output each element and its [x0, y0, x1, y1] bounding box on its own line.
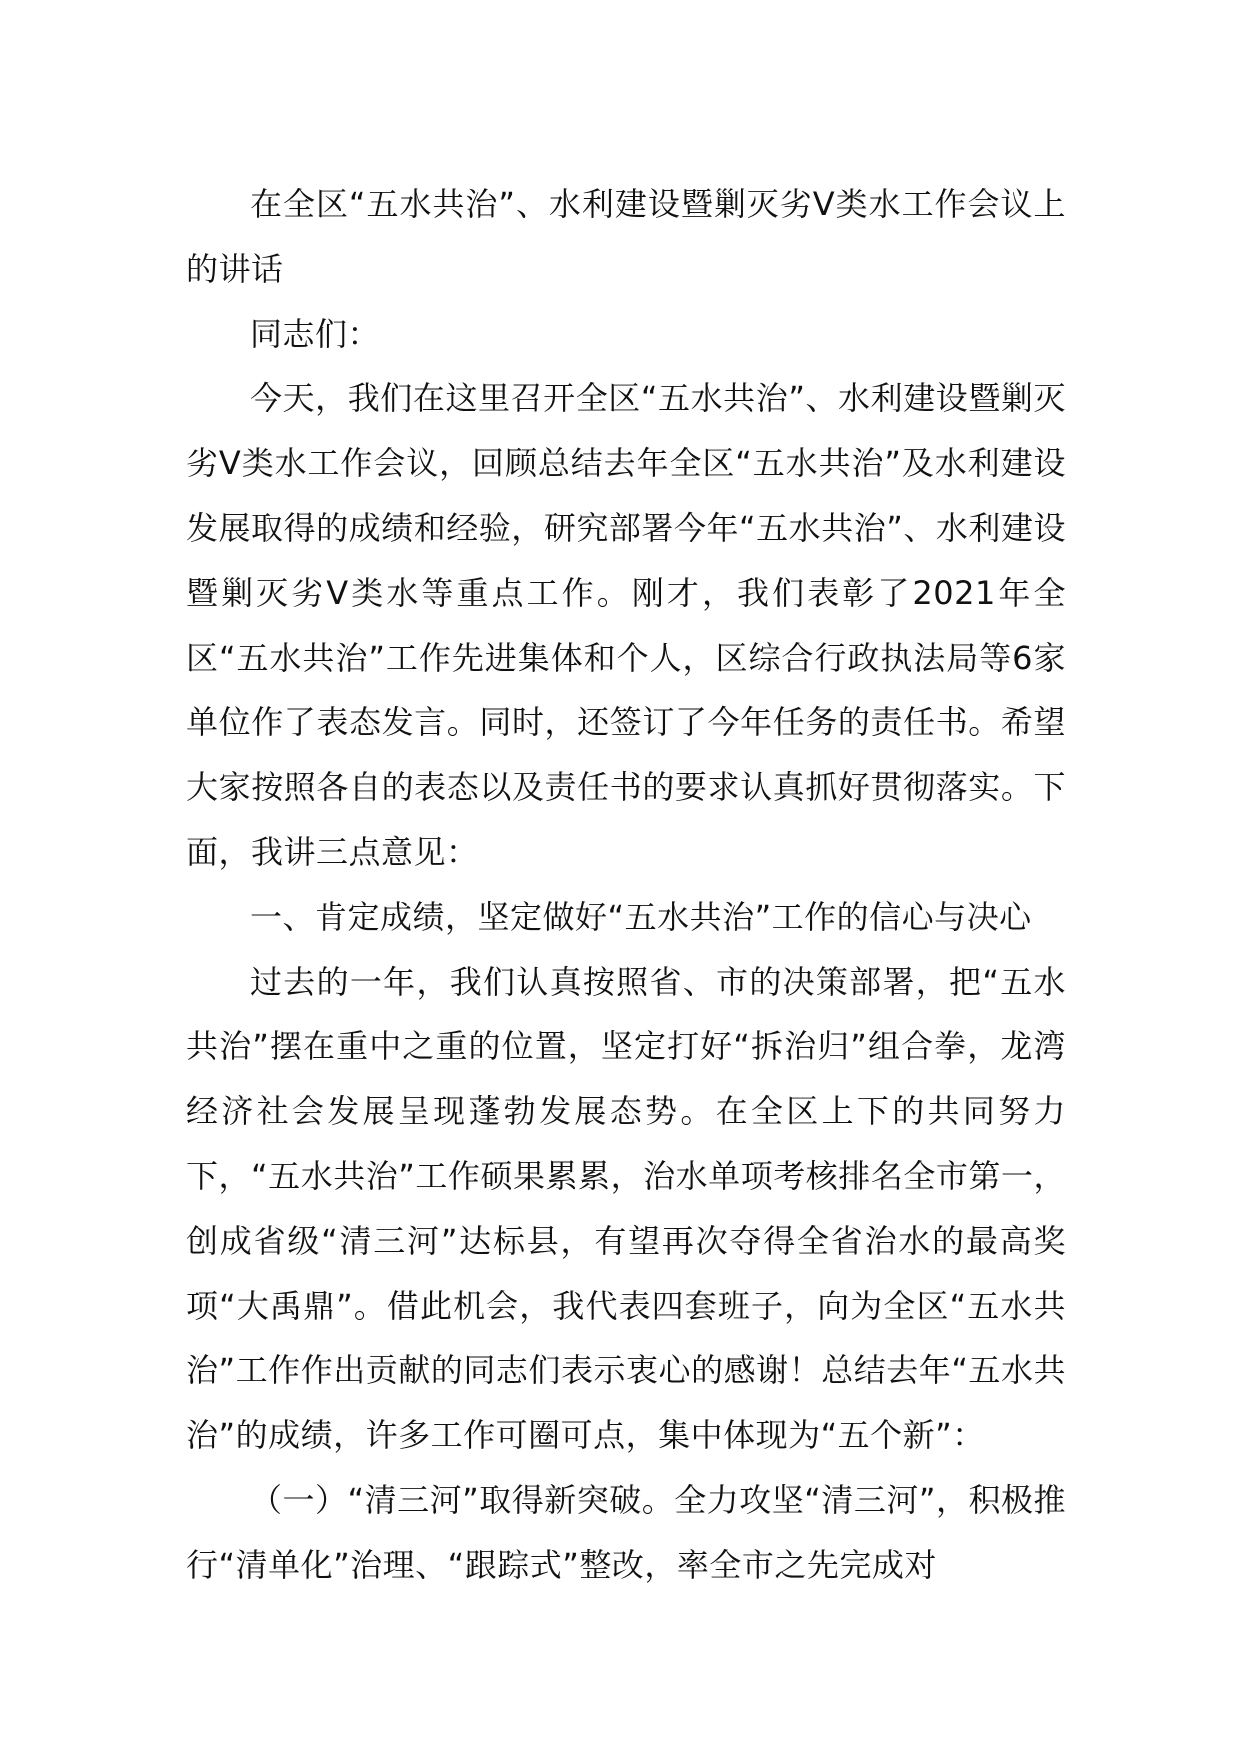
document-title: 在全区“五水共治”、水利建设暨剿灭劣Ⅴ类水工作会议上的讲话: [186, 185, 1066, 288]
paragraph-subsection-1: （一）“清三河”取得新突破。全力攻坚“清三河”，积极推行“清单化”治理、“跟踪式”整改，率全市之先完成对: [186, 1480, 1066, 1584]
paragraph-achievements: 过去的一年，我们认真按照省、市的决策部署，把“五水共治”摆在重中之重的位置，坚定打好“拆治归”组合拳，龙湾经济社会发展呈现蓬勃发展态势。在全区上下的共同努力下，“五水共治”工作硕果累累，治水单项考核排名全市第一，创成省级“清三河”达标县，有望再次夺得全省治水的最高奖项“大禹鼎”。借此机会，我代表四套班子，向为全区“五水共治”工作作出贡献的同志们表示衷心的感谢！总结去年“五水共治”的成绩，许多工作可圈可点，集中体现为“五个新”：: [186, 962, 1066, 1455]
document-body: [186, 172, 1066, 1598]
salutation: 同志们：: [250, 314, 381, 353]
paragraph-intro: 今天，我们在这里召开全区“五水共治”、水利建设暨剿灭劣Ⅴ类水工作会议，回顾总结去年全区“五水共治”及水利建设发展取得的成绩和经验，研究部署今年“五水共治”、水利建设暨剿灭劣Ⅴ类水等重点工作。刚才，我们表彰了2021年全区“五水共治”工作先进集体和个人，区综合行政执法局等6家单位作了表态发言。同时，还签订了今年任务的责任书。希望大家按照各自的表态以及责任书的要求认真抓好贯彻落实。下面，我讲三点意见：: [186, 379, 1066, 871]
section-heading-1: 一、肯定成绩，坚定做好“五水共治”工作的信心与决心: [250, 897, 1032, 936]
